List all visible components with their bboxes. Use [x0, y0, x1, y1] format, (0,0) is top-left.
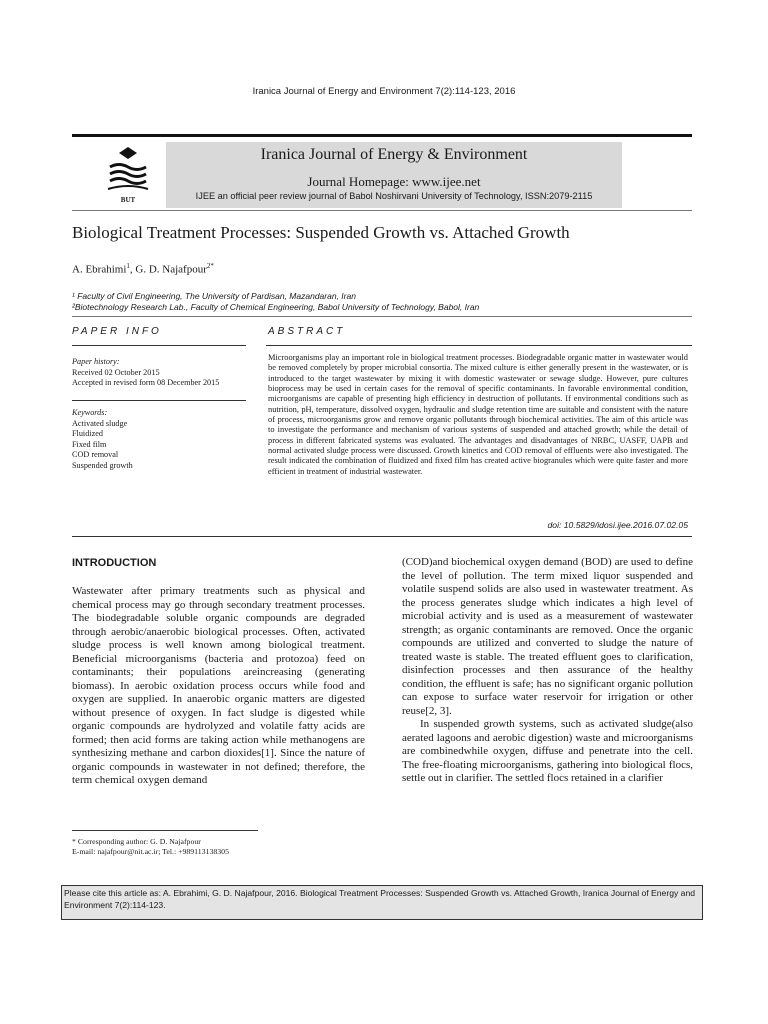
footnote — [72, 837, 229, 857]
keyword: Fluidized — [72, 429, 103, 438]
body-paragraph: Wastewater after primary treatments such as physical and chemical process may go through secondary treatment processes. The biodegradable soluble organic compounds are degraded through aerobic/anaerobic biological processes. Often, activated sludge process is well known among biological treatment. Beneficial microorganisms (bacteria and protozoa) feed on contaminants; their populations areincreasing (generating biomass). In aerobic oxidation process occurs while food and oxygen are supplied. In anaerobic organic matters are digested without presence of oxygen. In fact sludge is digested while organic compounds are hydrolyzed and volatile fatty acids are formed; then acid forms are taking action while methanogens are synthesizing methane and carbon dioxides[1]. Since the nature of organic compounds in wastewater in not defined; therefore, the term chemical oxygen demand — [72, 585, 365, 786]
info-rule — [72, 345, 246, 346]
keyword: Fixed film — [72, 439, 107, 449]
body-column-right — [402, 556, 693, 786]
keyword: Activated sludge — [72, 418, 128, 428]
keywords — [72, 408, 133, 471]
paper-info-heading: PAPER INFO — [72, 326, 162, 337]
body-paragraph: In suspended growth systems, such as activated sludge(also aerated lagoons and aerobic digestion) waste and microorganisms are combinedwhile oxygen, diffuse and penetrate into the cell. The free-floating microorganisms, gathering into biological flocs, settle out in clarifier. The settled flocs retained in a clarifier — [402, 718, 693, 784]
journal-subtitle: IJEE an official peer review journal of Babol Noshirvani University of Technology, ISSN:2079-2115 — [195, 191, 593, 201]
keyword: COD removal — [72, 450, 119, 459]
journal-title: Iranica Journal of Energy & Environment — [260, 146, 528, 163]
keyword: Suspended growth — [72, 460, 133, 470]
article-title: Biological Treatment Processes: Suspended Growth vs. Attached Growth — [72, 223, 570, 242]
paper-history — [72, 357, 219, 389]
author-name: A. Ebrahimi — [72, 263, 127, 276]
abstract-rule — [266, 345, 692, 346]
doi-link[interactable]: doi: 10.5829/idosi.ijee.2016.07.02.05 — [547, 520, 688, 530]
corresponding-author: * Corresponding author: G. D. Najafpour — [72, 837, 201, 846]
section-heading-introduction: INTRODUCTION — [72, 557, 157, 569]
affiliation-1: ¹ Faculty of Civil Engineering, The University of Pardisan, Mazandaran, Iran — [72, 291, 356, 301]
accepted-date: Accepted in revised form 08 December 2015 — [72, 378, 220, 387]
affiliation-rule — [72, 316, 692, 317]
citation-text: Please cite this article as: A. Ebrahimi, G. D. Najafpour, 2016. Biological Treatment Processes: Suspended Growth vs. Attached Growth, Iranica Journal of Energy and Environment 7(2):114-123. — [64, 888, 696, 910]
abstract-rule-bottom — [72, 536, 692, 537]
running-head: Iranica Journal of Energy and Environment 7(2):114-123, 2016 — [252, 86, 516, 97]
journal-homepage: Journal Homepage: www.ijee.net — [307, 174, 481, 189]
authors: A. Ebrahimi$^1$, G. D. Najafpour$^{2*}$ — [72, 262, 214, 276]
logo-label: BUT — [120, 196, 136, 204]
received-date: Received 02 October 2015 — [72, 367, 160, 377]
banner-rule — [72, 210, 692, 211]
abstract-body: Microorganisms play an important role in biological treatment processes. Biodegradable organic matter in wastewater would be removed completely by proper microbial consortia. The mixed culture is either generally present in the wastewater, or is introduced to the target wastewater by mixing it with domestic wastewater or sewage sludge. However, pure cultures bioprocess may be used in certain cases for the removal of specific contaminants. In favorable environmental condition, microorganisms are capable of presenting high efficiency in destruction of pollutants. If environmental conditions such as nutrition, pH, temperature, dissolved oxygen, hydraulic and sludge retention time are suitable and consistent with the nature of process, microorganisms grow and remove organic pollutants through biochemical activities. The aim of this article was to investigate the performance and mechanism of various systems of suspended and attached growth; while the detail of process in different fabricated systems was evaluated. The advantages and disadvantages of NRBC, UASFF, UAPB and normal activated sludge process were discussed. Growth kinetics and COD removal of effluents were also investigated. The result indicated the combination of fluidized and fixed film has created active biogranules which were quite faster and more efficient in treatment of industrial wastewater. — [268, 353, 688, 476]
body-column-left — [72, 585, 365, 788]
author-mark: 2* — [206, 262, 214, 270]
info-rule — [72, 400, 246, 401]
author-mark: 1 — [126, 262, 130, 270]
abstract-heading: ABSTRACT — [268, 326, 346, 337]
body-paragraph: (COD)and biochemical oxygen demand (BOD) are used to define the level of pollution. The term mixed liquor suspended and volatile suspend solids are also used in wastewater treatment. As the process generates sludge which indicates a high level of microbial activity and is used as a measurement of wastewater strength; as organic contaminants are removed. Once the organic compounds are utilized and converted to sludge the nature of treated waste is stable. The treated effluent goes to clarification, disinfection processes and then assurance of the healthy condition, the effluent is safe; has no significant organic pollution can expose to surface water reservoir for irrigation or other reuse[2, 3]. — [402, 556, 693, 717]
affiliation-2: ²Biotechnology Research Lab., Faculty of Chemical Engineering, Babol University of Technology, Babol, Iran — [72, 302, 480, 312]
footnote-rule — [72, 830, 258, 831]
keywords-heading: Keywords: — [72, 408, 108, 417]
top-rule — [72, 134, 692, 137]
author-name: G. D. Najafpour — [135, 263, 207, 276]
contact-email[interactable]: E-mail: najafpour@nit.ac.ir; Tel.: +989113138305 — [72, 847, 229, 856]
paper-history-heading: Paper history: — [72, 357, 120, 366]
